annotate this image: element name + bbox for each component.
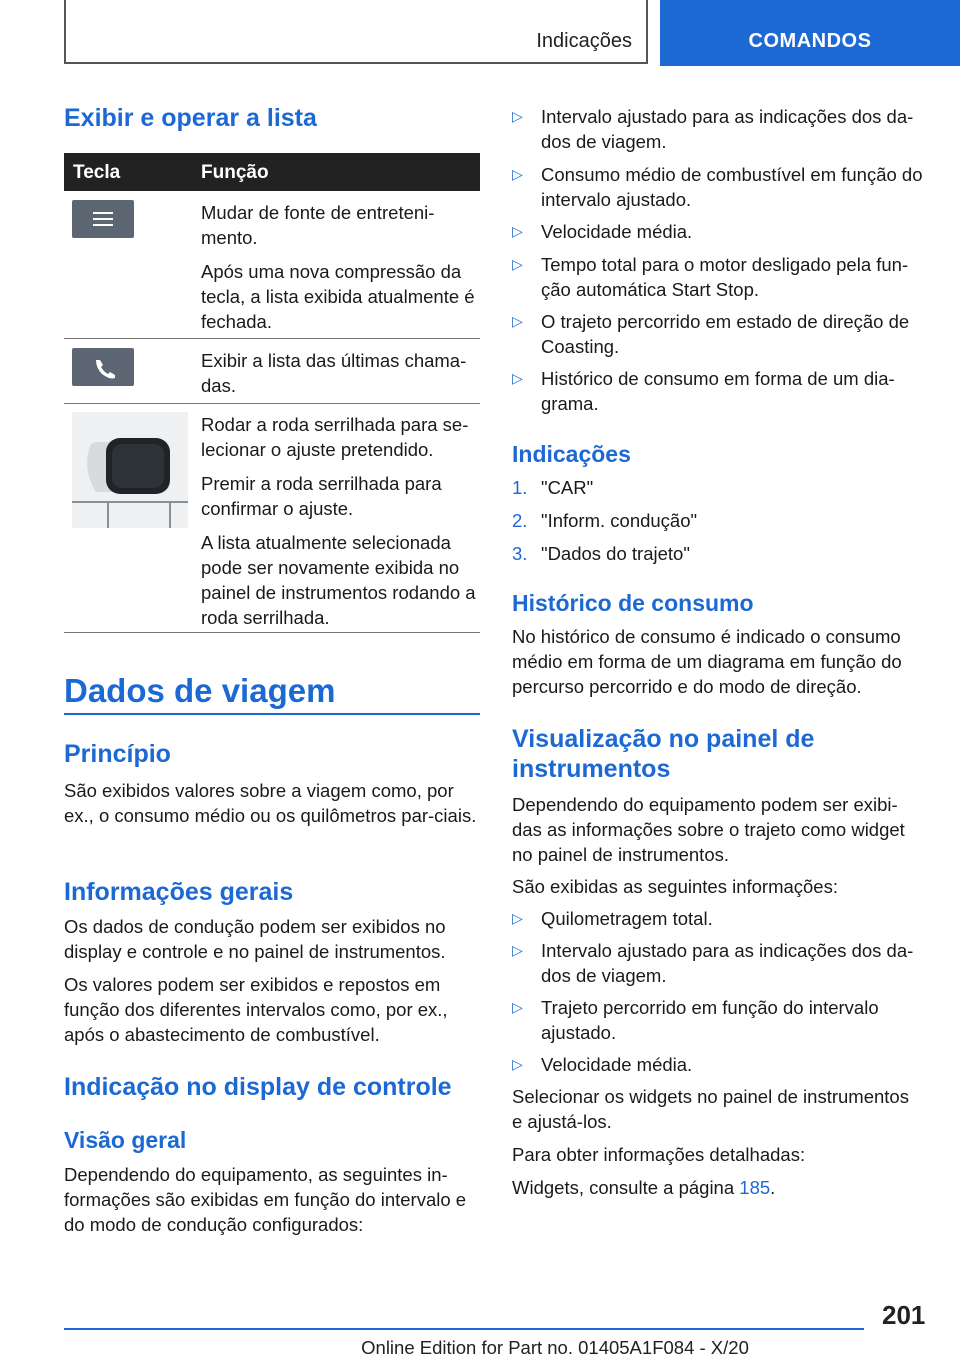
list-item: ▷ Intervalo ajustado para as indicações dos da-dos de viagem. bbox=[512, 940, 914, 986]
footer-text: Online Edition for Part no. 01405A1F084 - X/20 bbox=[361, 1337, 749, 1358]
footer-divider bbox=[64, 1328, 864, 1330]
header-chapter-label: COMANDOS bbox=[748, 30, 872, 52]
overview-text: Dependendo do equipamento, as seguintes in-formações são exibidas em função do intervalo e do modo de condução configurados: bbox=[64, 1164, 467, 1235]
list-item: 1. "CAR" bbox=[512, 477, 594, 498]
list-item: ▷ Consumo médio de combustível em função do intervalo ajustado. bbox=[512, 164, 923, 210]
table-row bbox=[201, 412, 480, 639]
bullet-icon: ▷ bbox=[512, 999, 523, 1015]
cluster-title-line2: instrumentos bbox=[512, 755, 671, 783]
widgets-text: Selecionar os widgets no painel de instrumentos e ajustá-los. bbox=[512, 1086, 909, 1132]
bullet-icon: ▷ bbox=[512, 370, 523, 386]
page-link[interactable]: 185 bbox=[739, 1177, 771, 1198]
control-display-title: Indicação no display de controle bbox=[64, 1073, 452, 1101]
table-row bbox=[201, 200, 480, 343]
row1-text1: Mudar de fonte de entreteni-mento. bbox=[201, 202, 435, 248]
table-header-function: Função bbox=[201, 162, 269, 183]
phone-icon bbox=[72, 348, 134, 386]
bullet-icon: ▷ bbox=[512, 108, 523, 124]
general-info-p2: Os valores podem ser exibidos e repostos em função dos diferentes intervalos como, por ex., após o abastecimento de combustível. bbox=[64, 974, 448, 1045]
row3-text1: Rodar a roda serrilhada para se-lecionar o ajuste pretendido. bbox=[201, 414, 469, 460]
list-menu-key bbox=[72, 200, 134, 238]
list-menu-icon bbox=[72, 200, 134, 238]
list-item: 2. "Inform. condução" bbox=[512, 510, 698, 531]
row-divider bbox=[64, 632, 480, 633]
list-item: ▷ O trajeto percorrido em estado de direção de Coasting. bbox=[512, 311, 910, 357]
principle-text: São exibidos valores sobre a viagem como, por ex., o consumo médio ou os quilômetros par-ciais. bbox=[64, 780, 477, 826]
cluster-text2: São exibidas as seguintes informações: bbox=[512, 876, 838, 897]
trip-data-title: Dados de viagem bbox=[64, 672, 336, 709]
bullet-icon: ▷ bbox=[512, 166, 523, 182]
bullet-icon: ▷ bbox=[512, 256, 523, 272]
see-page-text: Widgets, consulte a página 185. bbox=[512, 1177, 776, 1198]
table-header bbox=[64, 153, 480, 191]
bullet-icon: ▷ bbox=[512, 223, 523, 239]
row-divider bbox=[64, 338, 480, 339]
principle-title: Princípio bbox=[64, 740, 171, 768]
row2-text1: Exibir a lista das últimas chama-das. bbox=[201, 350, 467, 396]
header-section-tab bbox=[64, 0, 648, 64]
list-item: ▷ Tempo total para o motor desligado pela fun-ção automática Start Stop. bbox=[512, 254, 909, 300]
overview-title: Visão geral bbox=[64, 1127, 187, 1153]
list-item: ▷ Histórico de consumo em forma de um dia-grama. bbox=[512, 368, 895, 414]
consumption-history-text: No histórico de consumo é indicado o consumo médio em forma de um diagrama em função do percurso percorrido e do modo de direção. bbox=[512, 626, 902, 697]
bullet-icon: ▷ bbox=[512, 1056, 523, 1072]
row1-text2: Após uma nova compressão da tecla, a lista exibida atualmente é fechada. bbox=[201, 261, 475, 332]
general-info-title: Informações gerais bbox=[64, 878, 294, 906]
indications-title: Indicações bbox=[512, 441, 631, 467]
table-row bbox=[201, 348, 480, 407]
list-item: ▷ Intervalo ajustado para as indicações dos da-dos de viagem. bbox=[512, 106, 914, 152]
thumbwheel-image bbox=[72, 412, 188, 528]
list-item: 3. "Dados do trajeto" bbox=[512, 543, 690, 564]
bullet-icon: ▷ bbox=[512, 313, 523, 329]
general-info-p1: Os dados de condução podem ser exibidos no display e controle e no painel de instrumentos. bbox=[64, 916, 446, 962]
bullet-icon: ▷ bbox=[512, 942, 523, 958]
header-section-label: Indicações bbox=[536, 30, 632, 52]
row3-text2: Premir a roda serrilhada para confirmar o ajuste. bbox=[201, 473, 442, 519]
consumption-history-title: Histórico de consumo bbox=[512, 590, 754, 616]
cluster-title-line1: Visualização no painel de bbox=[512, 725, 815, 753]
list-section-title: Exibir e operar a lista bbox=[64, 104, 317, 132]
phone-key bbox=[72, 348, 134, 386]
bullet-icon: ▷ bbox=[512, 910, 523, 926]
header-chapter-tab bbox=[660, 0, 960, 66]
row-divider bbox=[64, 403, 480, 404]
list-item: ▷ Velocidade média. bbox=[512, 1054, 693, 1075]
row3-text3: A lista atualmente selecionada pode ser novamente exibida no painel de instrumentos rodando a roda serrilhada. bbox=[201, 532, 476, 628]
list-item: ▷ Trajeto percorrido em função do intervalo ajustado. bbox=[512, 997, 879, 1043]
cluster-text: Dependendo do equipamento podem ser exibi-das as informações sobre o trajeto como widget no painel de instrumentos. bbox=[512, 794, 905, 865]
table-header-key: Tecla bbox=[73, 162, 121, 183]
list-item: ▷ Quilometragem total. bbox=[512, 908, 713, 929]
details-text: Para obter informações detalhadas: bbox=[512, 1144, 806, 1165]
title-underline bbox=[64, 713, 480, 715]
list-item: ▷ Velocidade média. bbox=[512, 221, 693, 242]
page-number: 201 bbox=[882, 1300, 926, 1330]
